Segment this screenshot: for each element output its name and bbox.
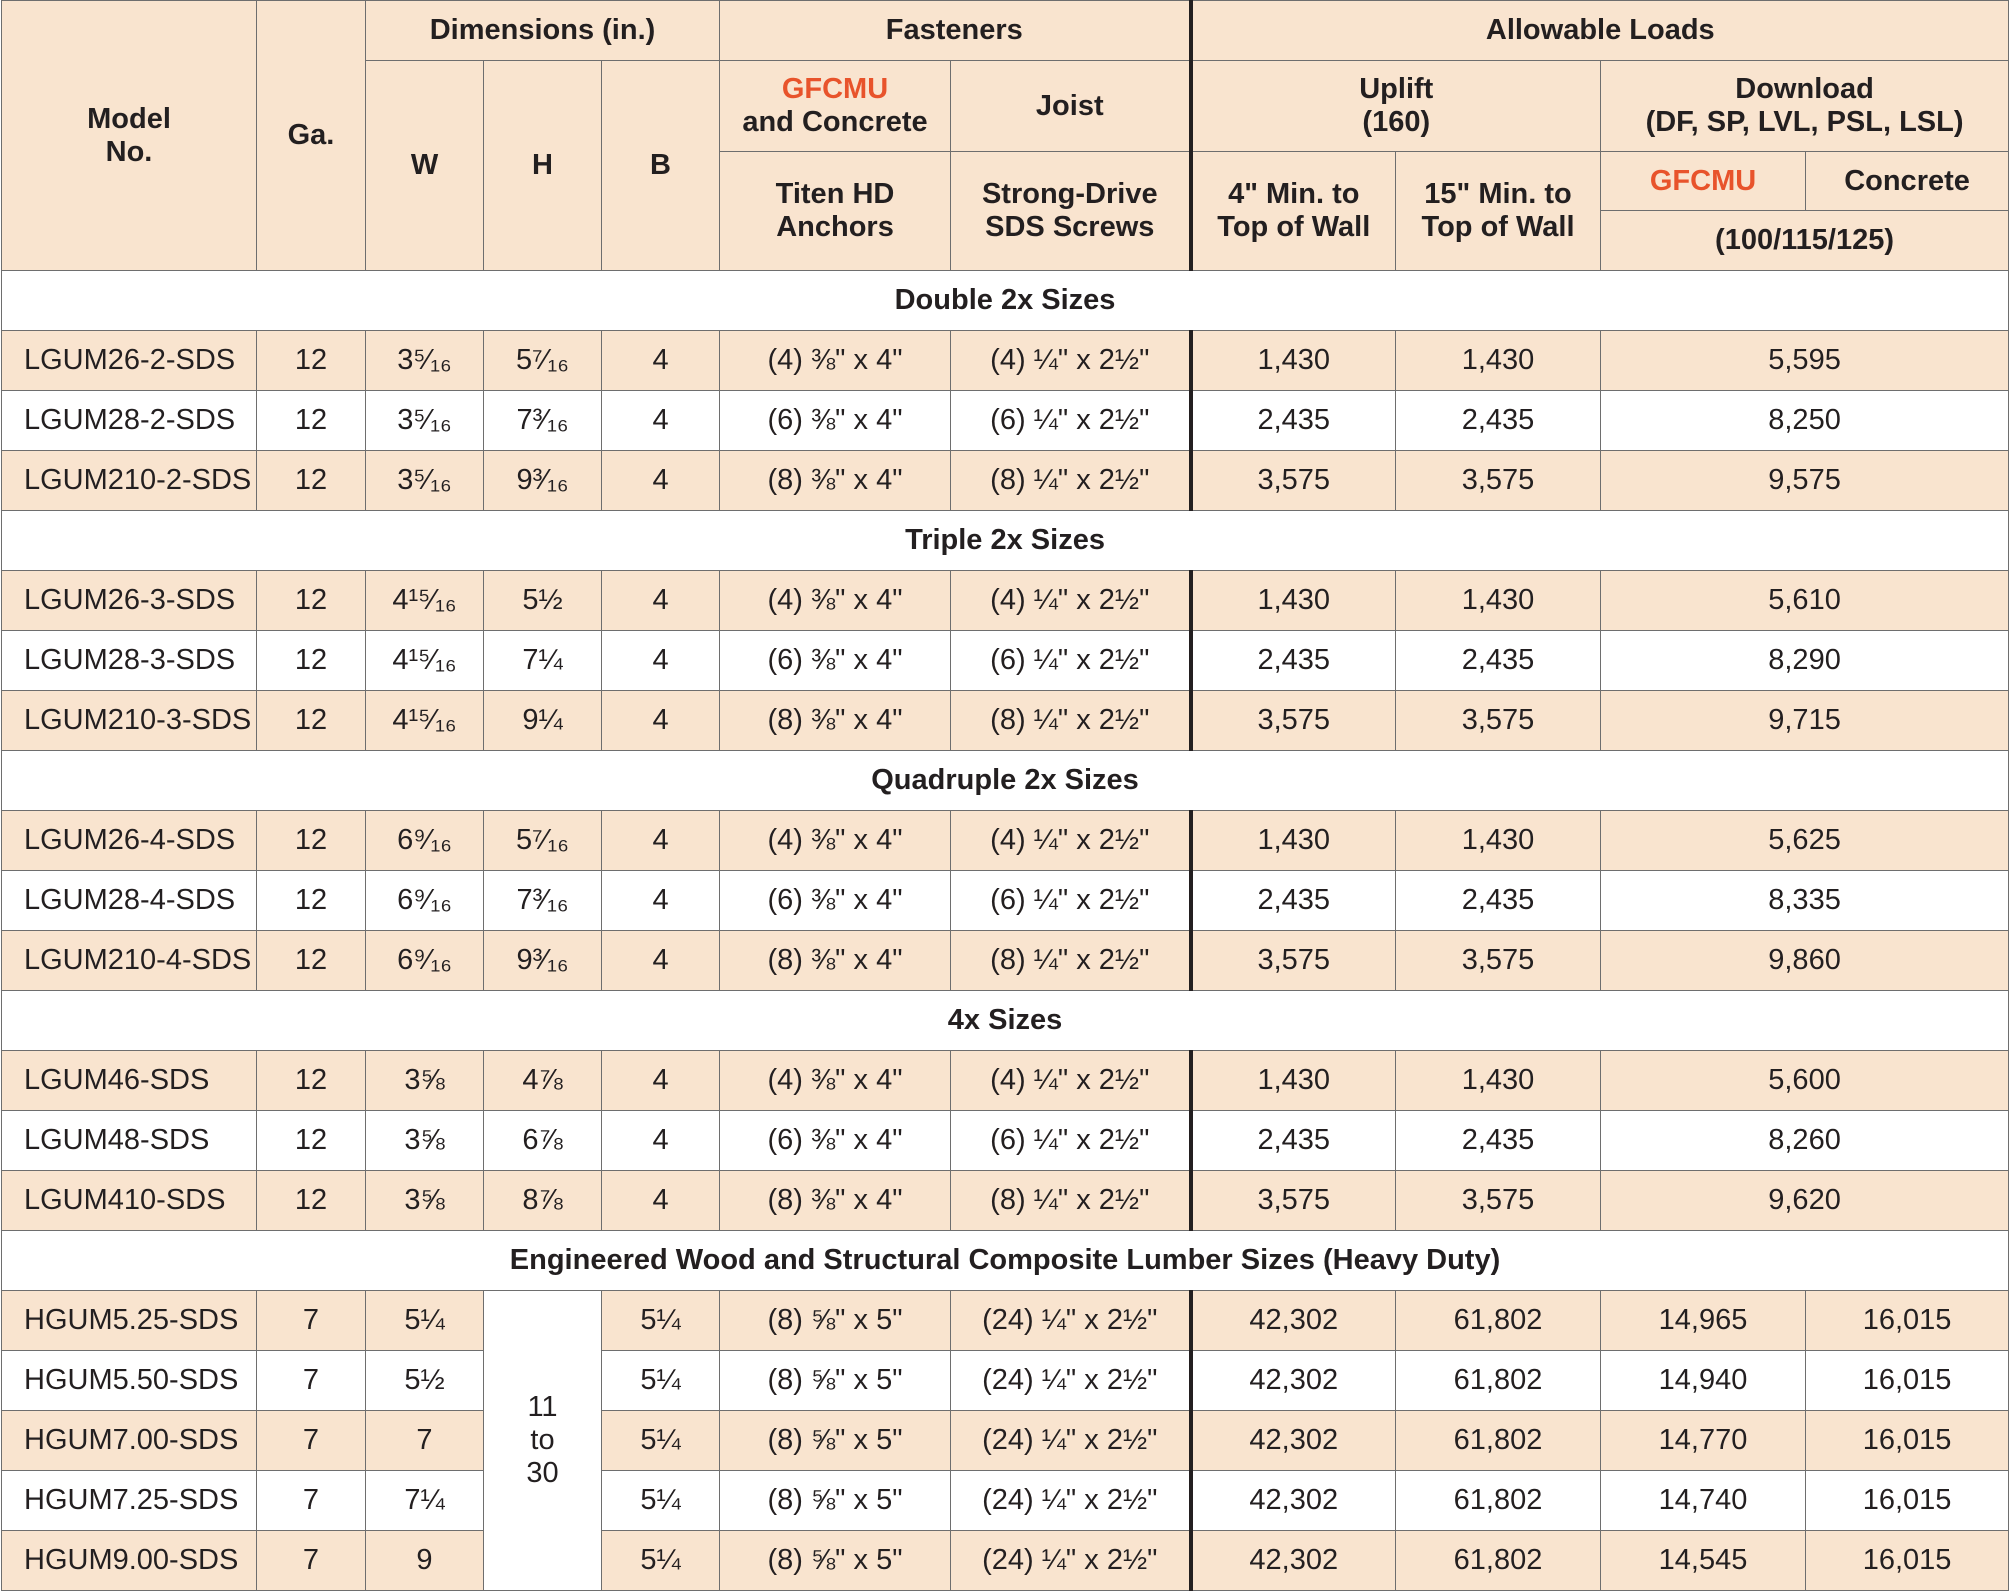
table-row <box>2 331 2009 391</box>
cell-uplift-4in: 3,575 <box>1191 1171 1396 1231</box>
cell-uplift-15in: 3,575 <box>1396 931 1601 991</box>
cell-titen: (8) ⅝" x 5" <box>720 1291 951 1351</box>
header-and-concrete: and Concrete <box>742 106 928 138</box>
header-gfcmu: GFCMU <box>1601 152 1806 211</box>
header-fasteners: Fasteners <box>720 1 1191 61</box>
section-title: Triple 2x Sizes <box>2 511 2009 571</box>
cell-w: 6⁹⁄₁₆ <box>366 871 484 931</box>
cell-uplift-15in: 3,575 <box>1396 691 1601 751</box>
cell-b: 5¼ <box>602 1351 720 1411</box>
section-header-row <box>2 271 2009 331</box>
section-header-row <box>2 1231 2009 1291</box>
cell-download-concrete: 16,015 <box>1806 1531 2009 1591</box>
cell-uplift-15in: 3,575 <box>1396 1171 1601 1231</box>
cell-download-gfcmu: 14,940 <box>1601 1351 1806 1411</box>
cell-sds: (24) ¼" x 2½" <box>951 1351 1191 1411</box>
cell-download: 5,600 <box>1601 1051 2009 1111</box>
cell-ga: 12 <box>257 1051 366 1111</box>
cell-ga: 12 <box>257 451 366 511</box>
section-title: 4x Sizes <box>2 991 2009 1051</box>
cell-h-span-label: 11 to 30 <box>526 1391 559 1489</box>
header-15in-min <box>1396 152 1601 271</box>
cell-download: 8,335 <box>1601 871 2009 931</box>
cell-download: 5,595 <box>1601 331 2009 391</box>
cell-h: 4⅞ <box>484 1051 602 1111</box>
header-w: W <box>366 61 484 271</box>
cell-ga: 12 <box>257 631 366 691</box>
cell-model: LGUM28-2-SDS <box>2 391 257 451</box>
header-uplift <box>1191 61 1601 152</box>
cell-model: HGUM7.25-SDS <box>2 1471 257 1531</box>
cell-sds: (8) ¼" x 2½" <box>951 1171 1191 1231</box>
cell-sds: (6) ¼" x 2½" <box>951 631 1191 691</box>
header-gfcmu-top: GFCMU <box>781 73 889 105</box>
header-4in-min <box>1191 152 1396 271</box>
cell-b: 5¼ <box>602 1291 720 1351</box>
cell-download: 9,620 <box>1601 1171 2009 1231</box>
section-header-row <box>2 991 2009 1051</box>
cell-sds: (24) ¼" x 2½" <box>951 1291 1191 1351</box>
cell-ga: 12 <box>257 871 366 931</box>
cell-uplift-15in: 61,802 <box>1396 1531 1601 1591</box>
header-4in-min-label: 4" Min. to Top of Wall <box>1217 178 1371 243</box>
section-header-row <box>2 511 2009 571</box>
cell-uplift-4in: 2,435 <box>1191 391 1396 451</box>
cell-uplift-4in: 3,575 <box>1191 691 1396 751</box>
cell-model: LGUM48-SDS <box>2 1111 257 1171</box>
header-15in-min-label: 15" Min. to Top of Wall <box>1421 178 1575 243</box>
cell-ga: 12 <box>257 691 366 751</box>
cell-sds: (8) ¼" x 2½" <box>951 691 1191 751</box>
table-row <box>2 691 2009 751</box>
table-row <box>2 1351 2009 1411</box>
cell-uplift-15in: 2,435 <box>1396 1111 1601 1171</box>
cell-ga: 12 <box>257 331 366 391</box>
cell-h: 5½ <box>484 571 602 631</box>
section-title: Quadruple 2x Sizes <box>2 751 2009 811</box>
cell-model: HGUM9.00-SDS <box>2 1531 257 1591</box>
cell-titen: (8) ⅝" x 5" <box>720 1471 951 1531</box>
cell-uplift-4in: 42,302 <box>1191 1411 1396 1471</box>
cell-b: 4 <box>602 1171 720 1231</box>
cell-w: 3⁵⁄₁₆ <box>366 331 484 391</box>
cell-h: 9³⁄₁₆ <box>484 451 602 511</box>
cell-sds: (24) ¼" x 2½" <box>951 1471 1191 1531</box>
cell-model: LGUM28-3-SDS <box>2 631 257 691</box>
cell-ga: 7 <box>257 1351 366 1411</box>
cell-model: LGUM210-2-SDS <box>2 451 257 511</box>
cell-uplift-4in: 1,430 <box>1191 571 1396 631</box>
cell-model: LGUM28-4-SDS <box>2 871 257 931</box>
cell-titen: (6) ⅜" x 4" <box>720 391 951 451</box>
table-row <box>2 811 2009 871</box>
cell-uplift-4in: 2,435 <box>1191 631 1396 691</box>
header-sds <box>951 152 1191 271</box>
table-row <box>2 451 2009 511</box>
header-model-label: Model No. <box>87 102 171 168</box>
cell-titen: (4) ⅜" x 4" <box>720 1051 951 1111</box>
cell-download-concrete: 16,015 <box>1806 1291 2009 1351</box>
cell-uplift-4in: 1,430 <box>1191 1051 1396 1111</box>
cell-w: 3⁵⁄₁₆ <box>366 391 484 451</box>
cell-sds: (6) ¼" x 2½" <box>951 391 1191 451</box>
cell-titen: (8) ⅜" x 4" <box>720 451 951 511</box>
header-concrete: Concrete <box>1806 152 2009 211</box>
cell-uplift-15in: 3,575 <box>1396 451 1601 511</box>
cell-ga: 7 <box>257 1411 366 1471</box>
cell-h-span <box>484 1291 602 1591</box>
header-b: B <box>602 61 720 271</box>
cell-w: 3⅝ <box>366 1051 484 1111</box>
cell-download-gfcmu: 14,740 <box>1601 1471 1806 1531</box>
cell-sds: (4) ¼" x 2½" <box>951 1051 1191 1111</box>
cell-ga: 12 <box>257 1111 366 1171</box>
cell-w: 4¹⁵⁄₁₆ <box>366 631 484 691</box>
header-titen-label: Titen HD Anchors <box>775 178 895 243</box>
cell-w: 6⁹⁄₁₆ <box>366 931 484 991</box>
cell-download: 5,610 <box>1601 571 2009 631</box>
cell-ga: 12 <box>257 1171 366 1231</box>
cell-titen: (4) ⅜" x 4" <box>720 811 951 871</box>
cell-uplift-15in: 1,430 <box>1396 811 1601 871</box>
cell-uplift-4in: 42,302 <box>1191 1471 1396 1531</box>
cell-model: LGUM26-3-SDS <box>2 571 257 631</box>
cell-model: LGUM26-2-SDS <box>2 331 257 391</box>
cell-uplift-4in: 1,430 <box>1191 811 1396 871</box>
cell-w: 5½ <box>366 1351 484 1411</box>
cell-titen: (4) ⅜" x 4" <box>720 331 951 391</box>
cell-download: 8,250 <box>1601 391 2009 451</box>
cell-download-gfcmu: 14,545 <box>1601 1531 1806 1591</box>
cell-uplift-15in: 61,802 <box>1396 1471 1601 1531</box>
cell-b: 4 <box>602 811 720 871</box>
cell-titen: (8) ⅜" x 4" <box>720 931 951 991</box>
cell-b: 4 <box>602 871 720 931</box>
cell-uplift-4in: 42,302 <box>1191 1531 1396 1591</box>
cell-ga: 12 <box>257 811 366 871</box>
cell-w: 7¼ <box>366 1471 484 1531</box>
cell-model: HGUM5.50-SDS <box>2 1351 257 1411</box>
cell-titen: (6) ⅜" x 4" <box>720 871 951 931</box>
cell-model: LGUM410-SDS <box>2 1171 257 1231</box>
cell-b: 4 <box>602 631 720 691</box>
cell-b: 5¼ <box>602 1471 720 1531</box>
section-header-row <box>2 751 2009 811</box>
cell-model: LGUM26-4-SDS <box>2 811 257 871</box>
cell-download: 9,575 <box>1601 451 2009 511</box>
table-row <box>2 1111 2009 1171</box>
header-row-1 <box>2 1 2009 61</box>
hanger-load-table <box>1 0 2009 1591</box>
table-row <box>2 1171 2009 1231</box>
cell-w: 3⅝ <box>366 1171 484 1231</box>
cell-sds: (24) ¼" x 2½" <box>951 1531 1191 1591</box>
cell-h: 9¼ <box>484 691 602 751</box>
cell-titen: (8) ⅝" x 5" <box>720 1351 951 1411</box>
table-row <box>2 391 2009 451</box>
table-row <box>2 1531 2009 1591</box>
section-title: Double 2x Sizes <box>2 271 2009 331</box>
cell-b: 5¼ <box>602 1411 720 1471</box>
cell-uplift-15in: 1,430 <box>1396 331 1601 391</box>
cell-w: 6⁹⁄₁₆ <box>366 811 484 871</box>
cell-h: 9³⁄₁₆ <box>484 931 602 991</box>
cell-download: 8,260 <box>1601 1111 2009 1171</box>
cell-sds: (6) ¼" x 2½" <box>951 1111 1191 1171</box>
cell-ga: 12 <box>257 931 366 991</box>
cell-w: 4¹⁵⁄₁₆ <box>366 571 484 631</box>
cell-b: 4 <box>602 931 720 991</box>
cell-uplift-15in: 61,802 <box>1396 1351 1601 1411</box>
cell-download: 5,625 <box>1601 811 2009 871</box>
cell-download-gfcmu: 14,770 <box>1601 1411 1806 1471</box>
header-download-factors: (100/115/125) <box>1601 211 2009 271</box>
cell-sds: (4) ¼" x 2½" <box>951 331 1191 391</box>
cell-w: 4¹⁵⁄₁₆ <box>366 691 484 751</box>
cell-sds: (8) ¼" x 2½" <box>951 451 1191 511</box>
cell-w: 3⅝ <box>366 1111 484 1171</box>
cell-b: 4 <box>602 1051 720 1111</box>
cell-download-gfcmu: 14,965 <box>1601 1291 1806 1351</box>
table-row <box>2 1291 2009 1351</box>
cell-model: LGUM210-3-SDS <box>2 691 257 751</box>
header-sds-label: Strong-Drive SDS Screws <box>981 178 1158 243</box>
cell-model: LGUM46-SDS <box>2 1051 257 1111</box>
cell-h: 5⁷⁄₁₆ <box>484 811 602 871</box>
cell-b: 4 <box>602 391 720 451</box>
cell-titen: (8) ⅜" x 4" <box>720 691 951 751</box>
cell-titen: (6) ⅜" x 4" <box>720 1111 951 1171</box>
table-row <box>2 1471 2009 1531</box>
cell-ga: 7 <box>257 1531 366 1591</box>
table-row <box>2 631 2009 691</box>
cell-b: 5¼ <box>602 1531 720 1591</box>
cell-w: 7 <box>366 1411 484 1471</box>
cell-model: HGUM7.00-SDS <box>2 1411 257 1471</box>
cell-titen: (4) ⅜" x 4" <box>720 571 951 631</box>
cell-sds: (8) ¼" x 2½" <box>951 931 1191 991</box>
cell-h: 7³⁄₁₆ <box>484 391 602 451</box>
cell-uplift-4in: 42,302 <box>1191 1351 1396 1411</box>
cell-uplift-4in: 3,575 <box>1191 451 1396 511</box>
table-row <box>2 1411 2009 1471</box>
cell-download: 9,715 <box>1601 691 2009 751</box>
header-joist: Joist <box>951 61 1191 152</box>
header-h: H <box>484 61 602 271</box>
cell-model: HGUM5.25-SDS <box>2 1291 257 1351</box>
header-model <box>2 1 257 271</box>
cell-uplift-4in: 2,435 <box>1191 1111 1396 1171</box>
header-dimensions: Dimensions (in.) <box>366 1 720 61</box>
cell-download-concrete: 16,015 <box>1806 1351 2009 1411</box>
cell-titen: (6) ⅜" x 4" <box>720 631 951 691</box>
cell-ga: 12 <box>257 391 366 451</box>
cell-download-concrete: 16,015 <box>1806 1411 2009 1471</box>
cell-uplift-4in: 42,302 <box>1191 1291 1396 1351</box>
cell-uplift-4in: 2,435 <box>1191 871 1396 931</box>
table-row <box>2 1051 2009 1111</box>
cell-uplift-15in: 61,802 <box>1396 1291 1601 1351</box>
cell-uplift-15in: 61,802 <box>1396 1411 1601 1471</box>
header-download-label: Download (DF, SP, LVL, PSL, LSL) <box>1645 73 1964 138</box>
cell-model: LGUM210-4-SDS <box>2 931 257 991</box>
cell-sds: (4) ¼" x 2½" <box>951 571 1191 631</box>
cell-b: 4 <box>602 691 720 751</box>
cell-sds: (6) ¼" x 2½" <box>951 871 1191 931</box>
cell-b: 4 <box>602 451 720 511</box>
cell-w: 3⁵⁄₁₆ <box>366 451 484 511</box>
table-row <box>2 871 2009 931</box>
cell-uplift-15in: 2,435 <box>1396 871 1601 931</box>
cell-sds: (4) ¼" x 2½" <box>951 811 1191 871</box>
table-row <box>2 571 2009 631</box>
cell-titen: (8) ⅝" x 5" <box>720 1531 951 1591</box>
cell-w: 5¼ <box>366 1291 484 1351</box>
cell-uplift-15in: 2,435 <box>1396 631 1601 691</box>
header-download <box>1601 61 2009 152</box>
cell-titen: (8) ⅝" x 5" <box>720 1411 951 1471</box>
cell-uplift-15in: 2,435 <box>1396 391 1601 451</box>
cell-titen: (8) ⅜" x 4" <box>720 1171 951 1231</box>
cell-ga: 7 <box>257 1291 366 1351</box>
cell-h: 6⅞ <box>484 1111 602 1171</box>
cell-b: 4 <box>602 331 720 391</box>
cell-uplift-15in: 1,430 <box>1396 1051 1601 1111</box>
cell-w: 9 <box>366 1531 484 1591</box>
cell-ga: 12 <box>257 571 366 631</box>
cell-download-concrete: 16,015 <box>1806 1471 2009 1531</box>
cell-h: 5⁷⁄₁₆ <box>484 331 602 391</box>
header-titen <box>720 152 951 271</box>
section-title: Engineered Wood and Structural Composite Lumber Sizes (Heavy Duty) <box>2 1231 2009 1291</box>
cell-h: 7¼ <box>484 631 602 691</box>
cell-download: 9,860 <box>1601 931 2009 991</box>
header-gfcmu-and-concrete <box>720 61 951 152</box>
cell-download: 8,290 <box>1601 631 2009 691</box>
cell-uplift-4in: 1,430 <box>1191 331 1396 391</box>
cell-ga: 7 <box>257 1471 366 1531</box>
cell-uplift-4in: 3,575 <box>1191 931 1396 991</box>
cell-sds: (24) ¼" x 2½" <box>951 1411 1191 1471</box>
header-ga: Ga. <box>257 1 366 271</box>
cell-b: 4 <box>602 571 720 631</box>
header-allowable-loads: Allowable Loads <box>1191 1 2009 61</box>
header-uplift-label: Uplift (160) <box>1359 73 1434 138</box>
cell-h: 8⅞ <box>484 1171 602 1231</box>
cell-uplift-15in: 1,430 <box>1396 571 1601 631</box>
cell-h: 7³⁄₁₆ <box>484 871 602 931</box>
table-row <box>2 931 2009 991</box>
cell-b: 4 <box>602 1111 720 1171</box>
